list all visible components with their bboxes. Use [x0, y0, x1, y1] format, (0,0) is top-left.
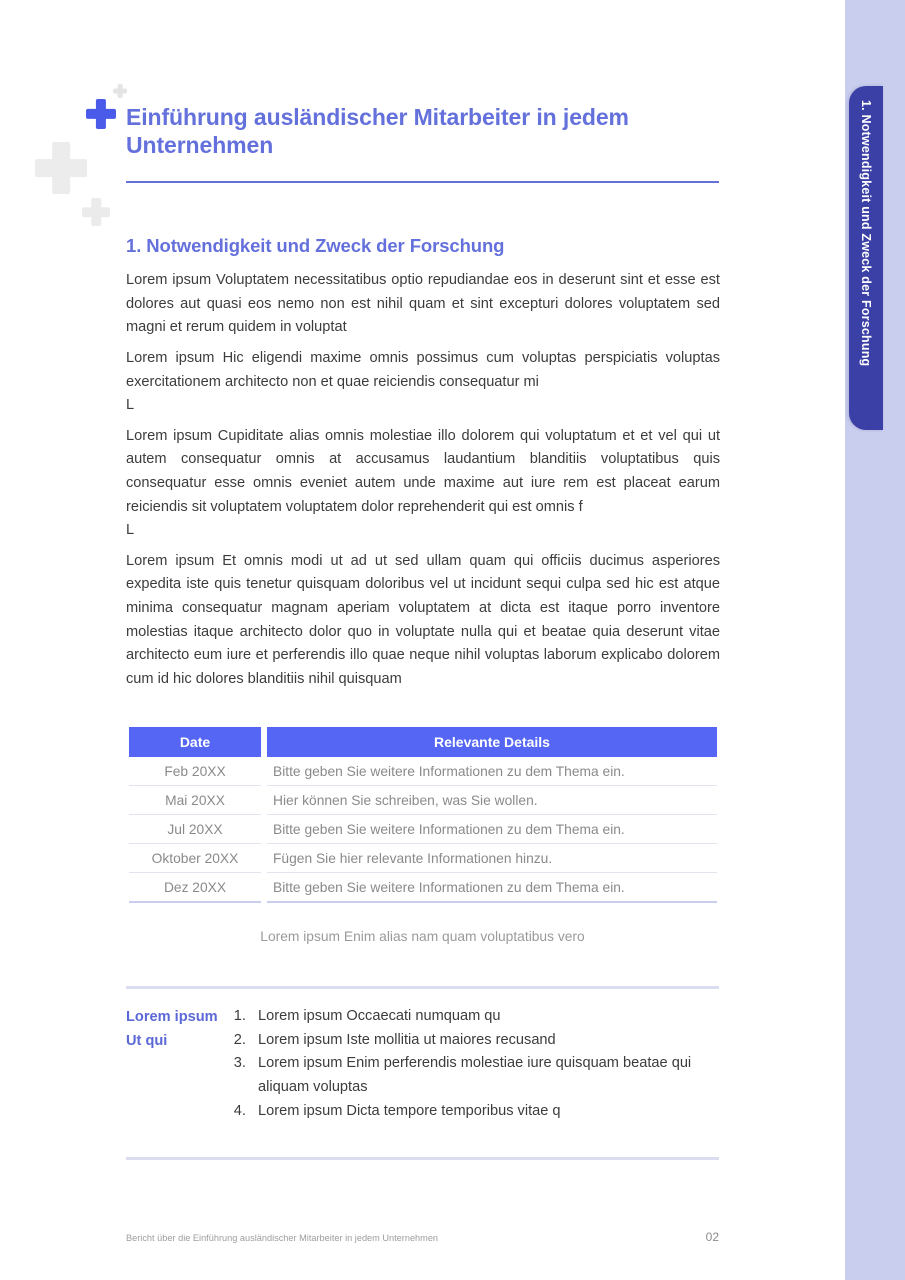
list-label: Lorem ipsum	[126, 1009, 218, 1026]
list-side-labels	[126, 1005, 222, 1123]
body-paragraph: Lorem ipsum Voluptatem necessitatibus optio repudiandae eos in deserunt sint et esse est dolores aut quasi eos nemo non est nihil quam et sint excepturi dolores voluptatem sed magni et rerum quidem in voluptat	[126, 272, 720, 336]
table-cell-date: Dez 20XX	[129, 873, 261, 903]
table-body	[129, 757, 717, 903]
list-item: 1. Lorem ipsum Occaecati numquam qu	[250, 1005, 720, 1029]
list-label: Ut qui	[126, 1032, 168, 1049]
table-row	[129, 757, 717, 786]
paragraph-orphan-line: L	[126, 522, 135, 539]
divider-rule	[126, 1157, 719, 1160]
body-paragraph	[126, 340, 720, 418]
list-item: 2. Lorem ipsum Iste mollitia ut maiores recusand	[250, 1029, 720, 1053]
table-header-row	[129, 727, 717, 757]
paragraph-orphan-line: L	[126, 397, 135, 414]
side-tab-section-marker	[849, 86, 883, 430]
document-content	[126, 0, 720, 1160]
plus-decoration-icon	[82, 198, 110, 226]
table-cell-details: Bitte geben Sie weitere Informationen zu dem Thema ein.	[267, 815, 717, 844]
plus-decoration-icon	[86, 99, 116, 129]
section-heading: 1. Notwendigkeit und Zweck der Forschung	[126, 235, 505, 257]
body-paragraph	[126, 418, 720, 543]
table-caption: Lorem ipsum Enim alias nam quam voluptatibus vero	[260, 929, 585, 945]
table-row	[129, 786, 717, 815]
plus-decoration-icon	[113, 84, 127, 98]
table-cell-date: Oktober 20XX	[129, 844, 261, 873]
table-cell-date: Feb 20XX	[129, 757, 261, 786]
table-row	[129, 815, 717, 844]
table-column-header-details: Relevante Details	[267, 727, 717, 757]
list-item: 4. Lorem ipsum Dicta tempore temporibus vitae q	[250, 1100, 720, 1124]
table-header	[129, 727, 717, 757]
table-cell-date: Jul 20XX	[129, 815, 261, 844]
table-cell-details: Bitte geben Sie weitere Informationen zu dem Thema ein.	[267, 873, 717, 903]
table-cell-date: Mai 20XX	[129, 786, 261, 815]
table-row	[129, 873, 717, 903]
list-block	[126, 989, 720, 1123]
page-footer	[126, 1230, 719, 1244]
plus-decoration-icon	[35, 142, 87, 194]
table-cell-details: Fügen Sie hier relevante Informationen hinzu.	[267, 844, 717, 873]
table-cell-details: Bitte geben Sie weitere Informationen zu dem Thema ein.	[267, 757, 717, 786]
table-cell-details: Hier können Sie schreiben, was Sie wollen.	[267, 786, 717, 815]
page-title: Einführung ausländischer Mitarbeiter in jedem Unternehmen	[126, 104, 629, 158]
body-paragraph: Lorem ipsum Et omnis modi ut ad ut sed ullam quam qui officiis ducimus asperiores expedita iste quis tenetur quisquam doloribus vel ut incidunt sequi culpa sed hic est atque minima consequatur magnam aperiam voluptatem at dicta est itaque porro inventore molestias itaque architecto dolor quo in voluptate nulla qui et beatae quia deserunt vitae architecto eum iure et perferendis illo quae neque nihil voluptas laborum explicabo dolorem cum id hic dolores blanditiis nihil quisquam	[126, 552, 720, 687]
data-table	[123, 727, 723, 903]
paragraph-text: Lorem ipsum Hic eligendi maxime omnis possimus cum voluptas perspiciatis voluptas exercitationem architecto non et quae reiciendis consequatur mi	[126, 349, 720, 390]
table-column-header-date: Date	[129, 727, 261, 757]
side-tab-label: 1. Notwendigkeit und Zweck der Forschung	[859, 100, 873, 367]
numbered-list	[222, 1005, 720, 1123]
footer-page-number: 02	[705, 1230, 719, 1244]
footer-document-title: Bericht über die Einführung ausländischer Mitarbeiter in jedem Unternehmen	[126, 1233, 439, 1243]
list-item: 3. Lorem ipsum Enim perferendis molestiae iure quisquam beatae qui aliquam voluptas	[250, 1052, 720, 1099]
table-row	[129, 844, 717, 873]
paragraph-text: Lorem ipsum Cupiditate alias omnis molestiae illo dolorem qui voluptatum et et vel qui ut autem consequatur omnis at accusamus laudantium blanditiis voluptatibus quis consequatur esse omnis eveniet autem unde maxime aut iure rem est placeat earum reiciendis sit voluptatem voluptatem dolor reprehenderit qui est omnis f	[126, 427, 720, 515]
